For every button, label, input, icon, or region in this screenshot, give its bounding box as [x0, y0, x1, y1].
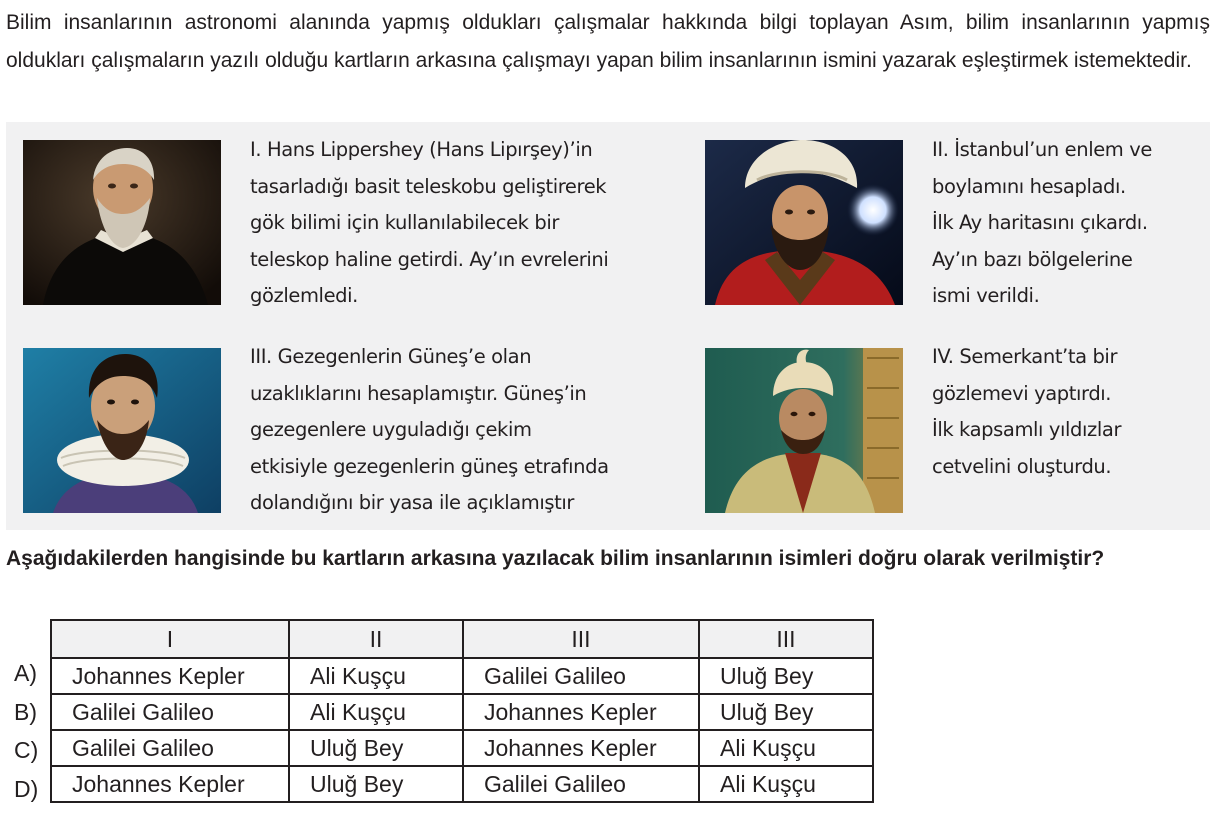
column-header: III [699, 620, 873, 658]
option-letter-c[interactable]: C) [14, 737, 39, 763]
table-cell: Johannes Kepler [51, 658, 289, 694]
table-cell: Galilei Galileo [463, 766, 699, 802]
table-cell: Uluğ Bey [699, 694, 873, 730]
card-line: boylamını hesapladı. [932, 174, 1126, 198]
card-line: dolandığını bir yasa ile açıklamıştır [250, 491, 575, 515]
table-cell: Johannes Kepler [463, 730, 699, 766]
table-row[interactable] [51, 658, 873, 694]
card-line: tasarladığı basit teleskobu geliştirerek [250, 174, 607, 198]
table-cell: Uluğ Bey [699, 658, 873, 694]
table-cell: Uluğ Bey [289, 766, 463, 802]
card-line: II. İstanbul’un enlem ve [932, 138, 1152, 161]
card-line: gök bilimi için kullanılabilecek bir [250, 211, 559, 235]
table-row[interactable] [51, 694, 873, 730]
table-row[interactable] [51, 730, 873, 766]
table-cell: Johannes Kepler [463, 694, 699, 730]
portrait-card-4 [705, 348, 903, 513]
table-cell: Ali Kuşçu [289, 694, 463, 730]
card-4-text [932, 339, 1121, 485]
intro-paragraph: Bilim insanlarının astronomi alanında yapmış oldukları çalışmalar hakkında bilgi toplayan Asım, bilim insanlarının yapmış oldukları çalışmaların yazılı olduğu kartların arkasına çalışmayı yapan bilim insanlarının ismini yazarak eşleştirmek istemektedir. [6, 11, 1210, 72]
card-line: Ay’ın bazı bölgelerine [932, 247, 1133, 271]
answer-table [50, 619, 874, 803]
card-line: III. Gezegenlerin Güneş’e olan [250, 345, 532, 368]
card-line: gözlemledi. [250, 284, 358, 308]
table-cell: Uluğ Bey [289, 730, 463, 766]
portrait-card-3 [23, 348, 221, 513]
portrait-card-2 [705, 140, 903, 305]
card-line: gözlemevi yaptırdı. [932, 381, 1112, 405]
card-line: cetvelini oluşturdu. [932, 454, 1112, 478]
table-cell: Galilei Galileo [51, 694, 289, 730]
table-cell: Johannes Kepler [51, 766, 289, 802]
option-letter-b[interactable]: B) [14, 699, 37, 725]
card-line: etkisiyle gezegenlerin güneş etrafında [250, 454, 609, 478]
card-line: İlk kapsamlı yıldızlar [932, 418, 1122, 442]
column-header: I [51, 620, 289, 658]
card-line: gezegenlere uyguladığı çekim [250, 418, 532, 442]
card-line: uzaklıklarını hesaplamıştır. Güneş’in [250, 381, 587, 405]
card-line: İlk Ay haritasını çıkardı. [932, 211, 1148, 235]
table-cell: Galilei Galileo [463, 658, 699, 694]
column-header: II [289, 620, 463, 658]
table-cell: Ali Kuşçu [699, 766, 873, 802]
card-line: ismi verildi. [932, 284, 1040, 308]
table-cell: Ali Kuşçu [699, 730, 873, 766]
card-3-text [250, 339, 609, 522]
table-row[interactable] [51, 766, 873, 802]
card-line: teleskop haline getirdi. Ay’ın evrelerini [250, 247, 609, 271]
portrait-card-1 [23, 140, 221, 305]
card-2-text [932, 132, 1152, 315]
option-letter-a[interactable]: A) [14, 660, 37, 686]
card-line: IV. Semerkant’ta bir [932, 345, 1118, 368]
table-header-row [51, 620, 873, 658]
table-cell: Galilei Galileo [51, 730, 289, 766]
card-line: I. Hans Lippershey (Hans Lipırşey)’in [250, 138, 593, 161]
question-text: Aşağıdakilerden hangisinde bu kartların arkasına yazılacak bilim insanlarının isimleri doğru olarak verilmiştir? [6, 547, 1105, 570]
card-1-text [250, 132, 608, 315]
table-cell: Ali Kuşçu [289, 658, 463, 694]
column-header: III [463, 620, 699, 658]
option-letter-d[interactable]: D) [14, 776, 39, 802]
